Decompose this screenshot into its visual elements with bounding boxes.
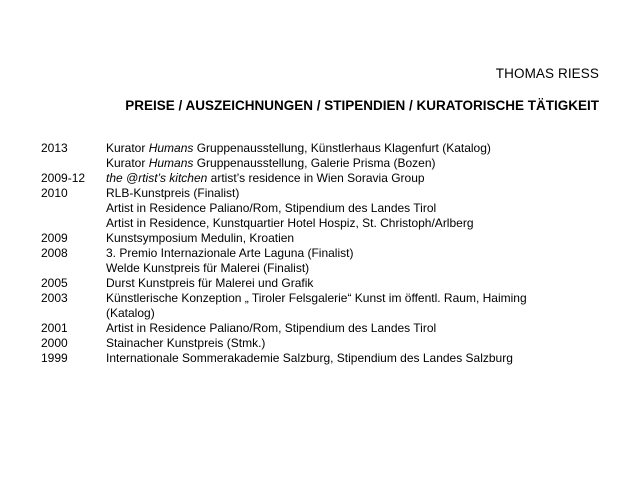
entry-italic-title: Humans: [148, 156, 194, 170]
entry-text-part: Artist in Residence Paliano/Rom, Stipendium des Landes Tirol: [106, 321, 437, 335]
list-item: [41, 231, 601, 246]
entry-year: 2010: [41, 186, 68, 200]
entry-text-part: Internationale Sommerakademie Salzburg, Stipendium des Landes Salzburg: [106, 351, 513, 365]
list-item: [41, 216, 601, 231]
entry-year: 2009: [41, 231, 68, 245]
entry-year: [41, 216, 106, 231]
entry-text: [106, 321, 601, 336]
entry-italic-title: the @rtist’s kitchen: [106, 171, 208, 185]
entry-year: [41, 261, 106, 276]
list-item: [41, 336, 601, 351]
list-item: [41, 141, 601, 156]
entry-text-part: Kurator: [106, 141, 149, 155]
list-item: [41, 156, 601, 171]
entry-text: [106, 351, 601, 366]
entry-year: 2000: [41, 336, 68, 350]
entry-year: 2008: [41, 246, 68, 260]
entry-text-part: Künstlerische Konzeption „ Tiroler Felsgalerie“ Kunst im öffentl. Raum, Haiming: [106, 291, 527, 305]
entry-text-part: 3. Premio Internazionale Arte Laguna (Finalist): [106, 246, 354, 260]
list-item: [41, 321, 601, 336]
entry-text: [106, 186, 601, 201]
entry-text: [106, 276, 601, 291]
list-item: [41, 186, 601, 201]
entry-year: 2009-12: [41, 171, 86, 185]
list-item: [41, 291, 601, 306]
list-item: [41, 306, 601, 321]
list-item: [41, 276, 601, 291]
entry-year: 2013: [41, 141, 68, 155]
entry-text: [106, 246, 601, 261]
entry-year: [41, 201, 106, 216]
entry-year: [41, 156, 106, 171]
section-heading: PREISE / AUSZEICHNUNGEN / STIPENDIEN / KURATORISCHE TÄTIGKEIT: [125, 98, 599, 113]
entry-year: [41, 306, 106, 321]
entry-italic-title: Humans: [148, 141, 194, 155]
entry-text-part: artist’s residence in Wien Soravia Group: [207, 171, 425, 185]
entry-text: [106, 156, 601, 171]
entry-text: [106, 336, 601, 351]
list-item: [41, 261, 601, 276]
entry-text-part: Kurator: [106, 156, 149, 170]
entry-text-part: Welde Kunstpreis für Malerei (Finalist): [106, 261, 310, 275]
author-name: THOMAS RIESS: [495, 66, 599, 81]
entry-text: [106, 291, 601, 306]
entry-text: [106, 171, 601, 186]
entry-text-part: Artist in Residence, Kunstquartier Hotel Hospiz, St. Christoph/Arlberg: [106, 216, 474, 230]
entry-text-part: RLB-Kunstpreis (Finalist): [106, 186, 240, 200]
entry-text-part: Durst Kunstpreis für Malerei und Grafik: [106, 276, 314, 290]
list-item: [41, 201, 601, 216]
list-item: [41, 246, 601, 261]
entry-year: 2001: [41, 321, 68, 335]
entry-year: 2005: [41, 276, 68, 290]
entry-text-part: Gruppenausstellung, Galerie Prisma (Bozen): [193, 156, 436, 170]
entry-text: [106, 201, 601, 216]
entry-text: [106, 261, 601, 276]
entry-text: [106, 216, 601, 231]
list-item: [41, 351, 601, 366]
entry-text: [106, 306, 601, 321]
entry-text-part: Stainacher Kunstpreis (Stmk.): [106, 336, 266, 350]
entry-text-part: Gruppenausstellung, Künstlerhaus Klagenfurt (Katalog): [193, 141, 491, 155]
entry-text-part: (Katalog): [106, 306, 155, 320]
list-item: [41, 171, 601, 186]
entry-text: [106, 231, 601, 246]
entry-text: [106, 141, 601, 156]
entry-year: 1999: [41, 351, 68, 365]
entry-year: 2003: [41, 291, 68, 305]
entry-text-part: Kunstsymposium Medulin, Kroatien: [106, 231, 295, 245]
awards-list: [41, 141, 601, 366]
entry-text-part: Artist in Residence Paliano/Rom, Stipendium des Landes Tirol: [106, 201, 437, 215]
